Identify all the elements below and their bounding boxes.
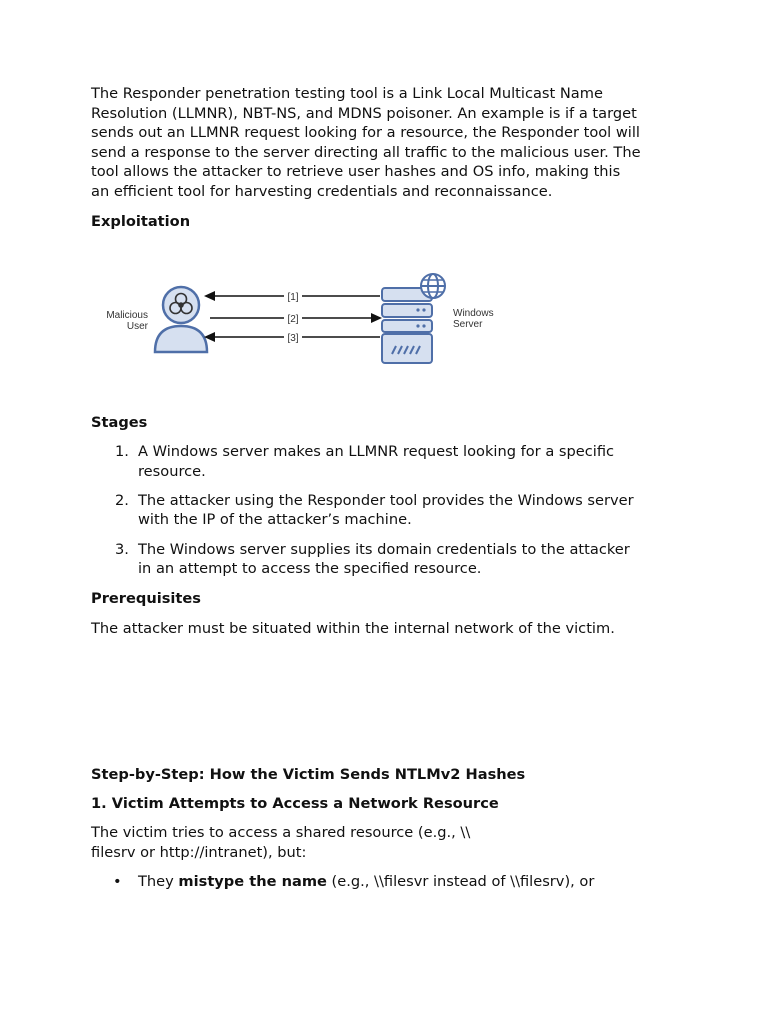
intro-line: an efficient tool for harvesting credentials and reconnaissance. <box>91 182 553 200</box>
stage-text: A Windows server makes an LLMNR request looking for a specific <box>138 443 615 460</box>
stage-text: The attacker using the Responder tool provides the Windows server <box>138 491 634 509</box>
bullet-suffix: (e.g., \\filesvr instead of \\filesrv), or <box>326 873 595 890</box>
bullet-bold-text: mistype the name <box>178 873 327 890</box>
stages-list <box>91 442 691 588</box>
arrow-1-label: [1] <box>287 292 299 303</box>
bullet-prefix: They <box>138 873 179 890</box>
intro-line: The Responder penetration testing tool is a Link Local Multicast Name <box>91 85 603 102</box>
list-item <box>91 872 711 892</box>
step1-bullet-list <box>91 872 711 892</box>
responder-diagram <box>100 268 500 370</box>
exploitation-heading: Exploitation <box>91 213 191 230</box>
server-icon <box>382 288 432 363</box>
left-label-1: Malicious <box>106 310 148 321</box>
prerequisites-heading: Prerequisites <box>91 590 201 607</box>
list-number: 1. <box>115 443 129 460</box>
arrow-3-label: [3] <box>287 333 299 344</box>
stages-heading: Stages <box>91 414 148 431</box>
intro-line: send a response to the server directing all traffic to the malicious user. The <box>91 143 641 161</box>
step1-line: filesrv or http://intranet), but: <box>91 843 307 861</box>
list-number: 2. <box>115 491 129 509</box>
malicious-user-icon <box>155 287 207 352</box>
steps-heading: Step-by-Step: How the Victim Sends NTLMv2 Hashes <box>91 766 526 783</box>
intro-line: sends out an LLMNR request looking for a resource, the Responder tool will <box>91 124 640 142</box>
step1-heading: 1. Victim Attempts to Access a Network Resource <box>91 795 499 812</box>
stage-text: in an attempt to access the specified resource. <box>138 560 482 578</box>
right-label-2: Server <box>453 319 483 330</box>
globe-icon <box>421 274 445 298</box>
list-item <box>91 491 691 530</box>
left-label-2: User <box>126 321 148 332</box>
arrow-1 <box>204 289 380 303</box>
intro-paragraph <box>91 84 691 202</box>
stage-text: The Windows server supplies its domain credentials to the attacker <box>138 540 630 558</box>
list-number: 3. <box>115 540 129 558</box>
stage-text: with the IP of the attacker’s machine. <box>138 511 412 529</box>
list-item <box>91 540 691 579</box>
arrow-2-label: [2] <box>287 314 299 325</box>
step1-line: The victim tries to access a shared resource (e.g., \\ <box>91 824 471 841</box>
stage-text: resource. <box>138 462 206 480</box>
right-label-1: Windows <box>453 308 494 319</box>
bullet-icon: • <box>113 873 122 890</box>
arrow-2 <box>210 311 382 325</box>
prerequisites-text: The attacker must be situated within the internal network of the victim. <box>91 620 615 637</box>
intro-line: tool allows the attacker to retrieve user hashes and OS info, making this <box>91 163 621 181</box>
step1-paragraph <box>91 823 691 862</box>
intro-line: Resolution (LLMNR), NBT-NS, and MDNS poisoner. An example is if a target <box>91 104 637 122</box>
list-item <box>91 442 691 481</box>
arrow-3 <box>204 330 380 344</box>
